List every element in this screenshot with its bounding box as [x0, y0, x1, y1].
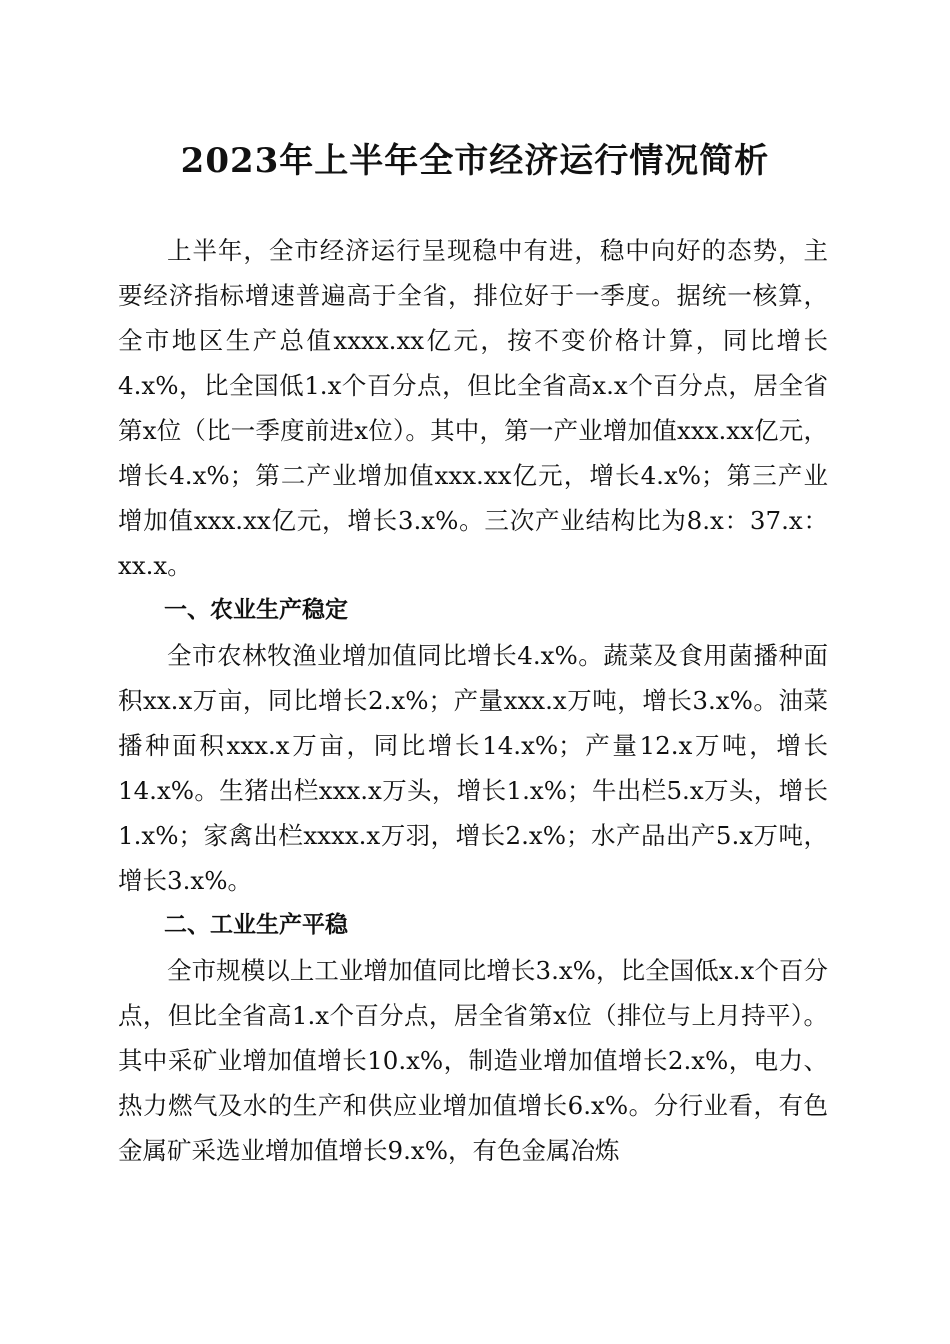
section-heading-agriculture: 一、农业生产稳定 — [164, 597, 348, 623]
document-body — [118, 228, 828, 1173]
section-paragraph-agriculture: 全市农林牧渔业增加值同比增长4.x%。蔬菜及食用菌播种面积xx.x万亩，同比增长2.x%；产量xxx.x万吨，增长3.x%。油菜播种面积xxx.x万亩，同比增长14.x%；产量12.x万吨，增长14.x%。生猪出栏xxx.x万头，增长1.x%；牛出栏5.x万头，增长1.x%；家禽出栏xxxx.x万羽，增长2.x%；水产品出产5.x万吨，增长3.x%。 — [118, 641, 828, 895]
section-heading-industry: 二、工业生产平稳 — [164, 912, 348, 938]
intro-paragraph: 上半年，全市经济运行呈现稳中有进，稳中向好的态势，主要经济指标增速普遍高于全省，排位好于一季度。据统一核算，全市地区生产总值xxxx.xx亿元，按不变价格计算，同比增长4.x%，比全国低1.x个百分点，但比全省高x.x个百分点，居全省第x位（比一季度前进x位）。其中，第一产业增加值xxx.xx亿元，增长4.x%；第二产业增加值xxx.xx亿元，增长4.x%；第三产业增加值xxx.xx亿元，增长3.x%。三次产业结构比为8.x：37.x：xx.x。 — [118, 236, 828, 580]
section-paragraph-industry: 全市规模以上工业增加值同比增长3.x%，比全国低x.x个百分点，但比全省高1.x个百分点，居全省第x位（排位与上月持平）。其中采矿业增加值增长10.x%，制造业增加值增长2.x%，电力、热力燃气及水的生产和供应业增加值增长6.x%。分行业看，有色金属矿采选业增加值增长9.x%，有色金属冶炼 — [118, 956, 828, 1165]
page-title: 2023年上半年全市经济运行情况简析 — [180, 141, 770, 181]
